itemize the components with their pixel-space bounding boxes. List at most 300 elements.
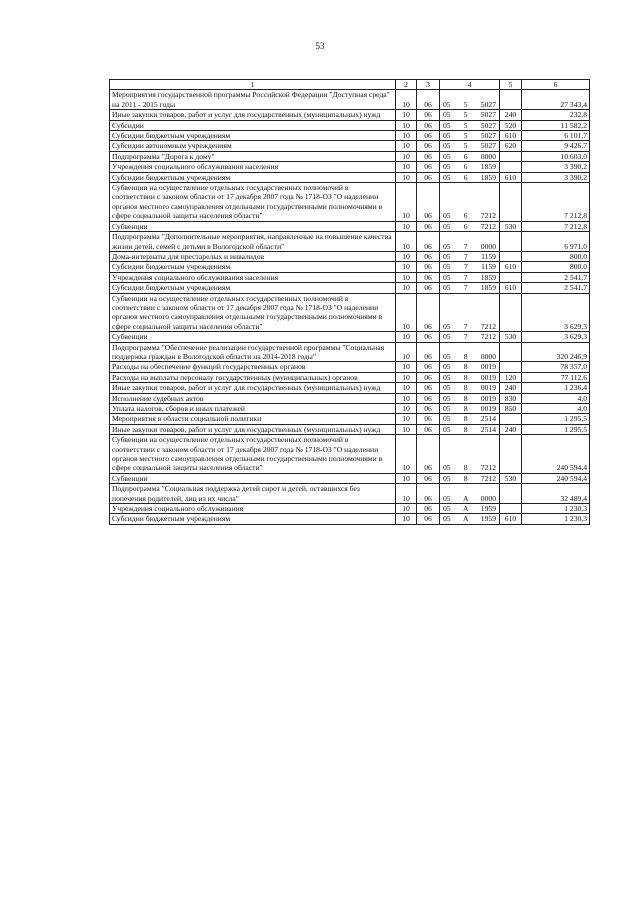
- target-article-subprogram: 8: [463, 372, 468, 382]
- section-code-cell: 10: [396, 424, 417, 434]
- target-article-direction: 1859: [480, 162, 496, 172]
- section-code-cell: 10: [396, 262, 417, 272]
- section-code-cell: 10: [396, 484, 417, 504]
- item-name-cell: Субсидии: [110, 120, 396, 130]
- subsection-code-cell: 06: [417, 404, 440, 414]
- amount-cell: 800,0: [522, 251, 590, 261]
- amount-cell: 240 594,4: [522, 435, 590, 474]
- item-name-cell: Субвенции на осуществление отдельных государственных полномочий в соответствии с законом области от 17 декабря 2007 года № 1718-ОЗ "О наделении органов местного самоуправления отдельными государственными полномочиями в сфере социальной защиты населения области": [110, 293, 396, 332]
- target-article-subprogram: 5: [463, 141, 468, 151]
- target-article-program: 05: [443, 321, 451, 331]
- amount-cell: 3 390,2: [522, 172, 590, 182]
- expense-type-cell: 530: [500, 221, 522, 231]
- section-code-cell: 10: [396, 221, 417, 231]
- target-article-direction: 7212: [480, 211, 496, 221]
- amount-cell: 2 541,7: [522, 283, 590, 293]
- target-article-cell: [440, 293, 500, 332]
- target-article-cell: [440, 362, 500, 372]
- target-article-program: 05: [443, 362, 451, 372]
- target-article-subprogram: 7: [463, 332, 468, 342]
- item-name-cell: Учреждения социального обслуживания: [110, 504, 396, 514]
- section-code-cell: 10: [396, 332, 417, 342]
- section-code-cell: 10: [396, 162, 417, 172]
- target-article-cell: [440, 110, 500, 120]
- item-name-cell: Расходы на обеспечение функций государственных органов: [110, 362, 396, 372]
- target-article-cell: [440, 435, 500, 474]
- target-article-cell: [440, 272, 500, 282]
- expense-type-cell: [500, 342, 522, 362]
- header-cell: 4: [440, 80, 500, 90]
- amount-cell: 2 541,7: [522, 272, 590, 282]
- table-row: [110, 424, 590, 434]
- target-article-subprogram: 8: [463, 473, 468, 483]
- subsection-code-cell: 06: [417, 262, 440, 272]
- expense-type-cell: 120: [500, 372, 522, 382]
- amount-cell: 3 629,3: [522, 332, 590, 342]
- item-name-cell: Субсидии автономным учреждениям: [110, 141, 396, 151]
- table-row: [110, 393, 590, 403]
- target-article-program: 05: [443, 332, 451, 342]
- expense-type-cell: 520: [500, 120, 522, 130]
- target-article-direction: 0000: [480, 493, 496, 503]
- subsection-code-cell: 06: [417, 251, 440, 261]
- target-article-cell: [440, 120, 500, 130]
- target-article-subprogram: 6: [463, 211, 468, 221]
- amount-cell: 1 295,5: [522, 414, 590, 424]
- target-article-cell: [440, 151, 500, 161]
- target-article-program: 05: [443, 211, 451, 221]
- target-article-direction: 1159: [481, 251, 496, 261]
- amount-cell: 4,0: [522, 404, 590, 414]
- target-article-program: 05: [443, 141, 451, 151]
- amount-cell: 27 343,4: [522, 90, 590, 110]
- amount-cell: 3 629,3: [522, 293, 590, 332]
- target-article-direction: 0000: [480, 241, 496, 251]
- target-article-direction: 2514: [480, 414, 496, 424]
- target-article-cell: [440, 514, 500, 524]
- table-row: [110, 484, 590, 504]
- target-article-cell: [440, 172, 500, 182]
- target-article-program: 05: [443, 221, 451, 231]
- subsection-code-cell: 06: [417, 504, 440, 514]
- section-code-cell: 10: [396, 435, 417, 474]
- target-article-subprogram: 8: [463, 404, 468, 413]
- target-article-cell: [440, 342, 500, 362]
- target-article-program: 05: [443, 251, 451, 261]
- target-article-cell: [440, 414, 500, 424]
- table-row: [110, 162, 590, 172]
- target-article-program: 05: [443, 424, 451, 434]
- subsection-code-cell: 06: [417, 162, 440, 172]
- item-name-cell: Субвенции на осуществление отдельных государственных полномочий в соответствии с законом области от 17 декабря 2007 года № 1718-ОЗ "О наделении органов местного самоуправления отдельными государственными полномочиями в сфере социальной защиты населения области": [110, 183, 396, 222]
- item-name-cell: Подпрограмма "Дополнительные мероприятия, направленные на повышение качества жизни детей, семей с детьми в Вологодской области": [110, 232, 396, 252]
- target-article-cell: [440, 332, 500, 342]
- target-article-direction: 1859: [480, 172, 496, 182]
- section-code-cell: 10: [396, 151, 417, 161]
- amount-cell: 7 212,8: [522, 183, 590, 222]
- expense-type-cell: [500, 232, 522, 252]
- table-row: [110, 232, 590, 252]
- target-article-direction: 0019: [480, 383, 496, 393]
- target-article-subprogram: 5: [463, 131, 468, 141]
- table-row: [110, 283, 590, 293]
- target-article-subprogram: 8: [463, 463, 468, 473]
- target-article-direction: 0000: [480, 351, 496, 361]
- target-article-direction: 0019: [480, 362, 496, 372]
- table-row: [110, 131, 590, 141]
- header-cell: 1: [110, 80, 396, 90]
- subsection-code-cell: 06: [417, 221, 440, 231]
- target-article-direction: 1159: [481, 262, 496, 272]
- subsection-code-cell: 06: [417, 484, 440, 504]
- expense-type-cell: [500, 504, 522, 514]
- target-article-cell: [440, 383, 500, 393]
- target-article-subprogram: 7: [463, 272, 468, 282]
- target-article-direction: 7212: [480, 473, 496, 483]
- expense-type-cell: [500, 293, 522, 332]
- expense-type-cell: [500, 162, 522, 172]
- table-row: [110, 90, 590, 110]
- target-article-program: 05: [443, 404, 451, 413]
- target-article-program: 05: [443, 463, 451, 473]
- target-article-program: 05: [443, 504, 451, 514]
- expense-type-cell: [500, 90, 522, 110]
- amount-cell: 6 971,0: [522, 232, 590, 252]
- target-article-subprogram: 5: [463, 99, 468, 109]
- item-name-cell: Расходы на выплаты персоналу государственных (муниципальных) органов: [110, 372, 396, 382]
- target-article-subprogram: А: [462, 504, 469, 514]
- expense-type-cell: 610: [500, 283, 522, 293]
- target-article-direction: 5027: [480, 110, 496, 120]
- table-row: [110, 435, 590, 474]
- target-article-program: 05: [443, 131, 451, 141]
- item-name-cell: Уплата налогов, сборов и иных платежей: [110, 404, 396, 414]
- target-article-direction: 5027: [480, 131, 496, 141]
- target-article-subprogram: 6: [463, 162, 468, 172]
- table-row: [110, 362, 590, 372]
- expense-type-cell: [500, 484, 522, 504]
- target-article-program: 05: [443, 162, 451, 172]
- item-name-cell: Субвенции: [110, 473, 396, 483]
- item-name-cell: Субсидии бюджетным учреждениям: [110, 262, 396, 272]
- item-name-cell: Иные закупки товаров, работ и услуг для государственных (муниципальных) нужд: [110, 424, 396, 434]
- section-code-cell: 10: [396, 404, 417, 414]
- table-row: [110, 141, 590, 151]
- section-code-cell: 10: [396, 110, 417, 120]
- expense-type-cell: 620: [500, 141, 522, 151]
- subsection-code-cell: 06: [417, 120, 440, 130]
- item-name-cell: Подпрограмма "Дорога к дому": [110, 151, 396, 161]
- target-article-direction: 2514: [480, 424, 496, 434]
- amount-cell: 78 357,0: [522, 362, 590, 372]
- target-article-subprogram: 8: [463, 393, 468, 403]
- table-row: [110, 120, 590, 130]
- amount-cell: 1 230,3: [522, 514, 590, 524]
- table-row: [110, 272, 590, 282]
- amount-cell: 32 489,4: [522, 484, 590, 504]
- table-row: [110, 183, 590, 222]
- target-article-subprogram: 8: [463, 383, 468, 393]
- target-article-direction: 7212: [480, 321, 496, 331]
- table-row: [110, 332, 590, 342]
- target-article-subprogram: 7: [463, 321, 468, 331]
- amount-cell: 10 603,0: [522, 151, 590, 161]
- item-name-cell: Субвенции: [110, 332, 396, 342]
- table-row: [110, 151, 590, 161]
- target-article-program: 05: [443, 493, 451, 503]
- item-name-cell: Мероприятия в области социальной политики: [110, 414, 396, 424]
- subsection-code-cell: 06: [417, 293, 440, 332]
- target-article-cell: [440, 141, 500, 151]
- target-article-subprogram: 8: [463, 424, 468, 434]
- expense-type-cell: 830: [500, 393, 522, 403]
- item-name-cell: Субсидии бюджетным учреждениям: [110, 283, 396, 293]
- header-cell: 2: [396, 80, 417, 90]
- table-row: [110, 110, 590, 120]
- section-code-cell: 10: [396, 372, 417, 382]
- expense-type-cell: [500, 251, 522, 261]
- subsection-code-cell: 06: [417, 424, 440, 434]
- amount-cell: 1 236,4: [522, 383, 590, 393]
- subsection-code-cell: 06: [417, 435, 440, 474]
- amount-cell: 11 582,2: [522, 120, 590, 130]
- target-article-direction: 0019: [480, 393, 496, 403]
- amount-cell: 232,8: [522, 110, 590, 120]
- table-row: [110, 251, 590, 261]
- target-article-subprogram: 6: [463, 221, 468, 231]
- subsection-code-cell: 06: [417, 183, 440, 222]
- table-row: [110, 342, 590, 362]
- expense-type-cell: 240: [500, 110, 522, 120]
- target-article-direction: 7212: [480, 221, 496, 231]
- target-article-program: 05: [443, 262, 451, 272]
- section-code-cell: 10: [396, 131, 417, 141]
- amount-cell: 77 112,6: [522, 372, 590, 382]
- target-article-cell: [440, 283, 500, 293]
- table-row: [110, 514, 590, 524]
- item-name-cell: Дома-интернаты для престарелых и инвалидов: [110, 251, 396, 261]
- expense-type-cell: [500, 435, 522, 474]
- section-code-cell: 10: [396, 514, 417, 524]
- subsection-code-cell: 06: [417, 332, 440, 342]
- item-name-cell: Подпрограмма "Социальная поддержка детей сирот и детей, оставшихся без попечения родителей, лиц из их числа": [110, 484, 396, 504]
- target-article-direction: 5027: [480, 99, 496, 109]
- item-name-cell: Субсидии бюджетным учреждениям: [110, 172, 396, 182]
- section-code-cell: 10: [396, 251, 417, 261]
- amount-cell: 800,0: [522, 262, 590, 272]
- section-code-cell: 10: [396, 414, 417, 424]
- amount-cell: 7 212,8: [522, 221, 590, 231]
- section-code-cell: 10: [396, 172, 417, 182]
- header-cell: 5: [500, 80, 522, 90]
- table-row: [110, 504, 590, 514]
- target-article-program: 05: [443, 283, 451, 293]
- item-name-cell: Субвенции на осуществление отдельных государственных полномочий в соответствии с законом области от 17 декабря 2007 года № 1718-ОЗ "О наделении органов местного самоуправления отдельными государственными полномочиями в сфере социальной защиты населения области": [110, 435, 396, 474]
- target-article-cell: [440, 90, 500, 110]
- section-code-cell: 10: [396, 473, 417, 483]
- subsection-code-cell: 06: [417, 110, 440, 120]
- target-article-program: 05: [443, 172, 451, 182]
- target-article-subprogram: 7: [463, 251, 468, 261]
- amount-cell: 6 101,7: [522, 131, 590, 141]
- target-article-direction: 0019: [480, 404, 496, 413]
- section-code-cell: 10: [396, 393, 417, 403]
- target-article-direction: 1859: [480, 283, 496, 293]
- table-header-row: [110, 80, 590, 90]
- target-article-direction: 7212: [480, 332, 496, 342]
- subsection-code-cell: 06: [417, 151, 440, 161]
- section-code-cell: 10: [396, 383, 417, 393]
- subsection-code-cell: 06: [417, 283, 440, 293]
- section-code-cell: 10: [396, 293, 417, 332]
- target-article-cell: [440, 393, 500, 403]
- target-article-direction: 0019: [480, 372, 496, 382]
- target-article-subprogram: 6: [463, 151, 468, 161]
- subsection-code-cell: 06: [417, 473, 440, 483]
- target-article-cell: [440, 473, 500, 483]
- target-article-cell: [440, 162, 500, 172]
- expense-type-cell: 240: [500, 383, 522, 393]
- expense-type-cell: 240: [500, 424, 522, 434]
- expense-type-cell: 530: [500, 473, 522, 483]
- expense-type-cell: 530: [500, 332, 522, 342]
- target-article-program: 05: [443, 372, 451, 382]
- target-article-cell: [440, 131, 500, 141]
- section-code-cell: 10: [396, 120, 417, 130]
- amount-cell: 1 230,3: [522, 504, 590, 514]
- target-article-direction: 1959: [480, 504, 496, 514]
- item-name-cell: Исполнение судебных актов: [110, 393, 396, 403]
- target-article-cell: [440, 504, 500, 514]
- section-code-cell: 10: [396, 141, 417, 151]
- subsection-code-cell: 06: [417, 342, 440, 362]
- table-row: [110, 172, 590, 182]
- section-code-cell: 10: [396, 272, 417, 282]
- item-name-cell: Мероприятия государственной программы Российской Федерации "Доступная среда" на 2011 - 2015 годы: [110, 90, 396, 110]
- item-name-cell: Иные закупки товаров, работ и услуг для государственных (муниципальных) нужд: [110, 383, 396, 393]
- table-row: [110, 372, 590, 382]
- target-article-program: 05: [443, 241, 451, 251]
- subsection-code-cell: 06: [417, 414, 440, 424]
- subsection-code-cell: 06: [417, 372, 440, 382]
- target-article-subprogram: 5: [463, 110, 468, 120]
- table-row: [110, 262, 590, 272]
- table-row: [110, 221, 590, 231]
- target-article-cell: [440, 183, 500, 222]
- table-row: [110, 473, 590, 483]
- target-article-cell: [440, 221, 500, 231]
- target-article-subprogram: 8: [463, 414, 468, 424]
- amount-cell: 9 426,7: [522, 141, 590, 151]
- subsection-code-cell: 06: [417, 362, 440, 372]
- expense-type-cell: [500, 414, 522, 424]
- target-article-program: 05: [443, 473, 451, 483]
- target-article-cell: [440, 424, 500, 434]
- target-article-direction: 0000: [480, 151, 496, 161]
- item-name-cell: Учреждения социального обслуживания населения: [110, 162, 396, 172]
- target-article-cell: [440, 404, 500, 414]
- target-article-program: 05: [443, 383, 451, 393]
- target-article-subprogram: 8: [463, 351, 468, 361]
- section-code-cell: 10: [396, 183, 417, 222]
- expense-type-cell: 610: [500, 262, 522, 272]
- amount-cell: 3 390,2: [522, 162, 590, 172]
- table-row: [110, 293, 590, 332]
- expense-type-cell: 610: [500, 131, 522, 141]
- subsection-code-cell: 06: [417, 393, 440, 403]
- target-article-program: 05: [443, 514, 451, 524]
- target-article-program: 05: [443, 393, 451, 403]
- section-code-cell: 10: [396, 90, 417, 110]
- target-article-direction: 1959: [480, 514, 496, 524]
- section-code-cell: 10: [396, 362, 417, 372]
- target-article-program: 05: [443, 110, 451, 120]
- target-article-subprogram: 7: [463, 283, 468, 293]
- target-article-cell: [440, 484, 500, 504]
- target-article-cell: [440, 372, 500, 382]
- target-article-direction: 5027: [480, 120, 496, 130]
- target-article-direction: 5027: [480, 141, 496, 151]
- target-article-cell: [440, 262, 500, 272]
- item-name-cell: Учреждения социального обслуживания населения: [110, 272, 396, 282]
- subsection-code-cell: 06: [417, 272, 440, 282]
- table-row: [110, 414, 590, 424]
- expense-type-cell: 850: [500, 404, 522, 414]
- target-article-subprogram: А: [462, 493, 469, 503]
- section-code-cell: 10: [396, 504, 417, 514]
- item-name-cell: Субсидии бюджетным учреждениям: [110, 514, 396, 524]
- table-row: [110, 404, 590, 414]
- amount-cell: 4,0: [522, 393, 590, 403]
- section-code-cell: 10: [396, 283, 417, 293]
- target-article-program: 05: [443, 351, 451, 361]
- section-code-cell: 10: [396, 232, 417, 252]
- subsection-code-cell: 06: [417, 514, 440, 524]
- page-number: 53: [315, 41, 325, 51]
- target-article-cell: [440, 251, 500, 261]
- target-article-subprogram: 7: [463, 241, 468, 251]
- subsection-code-cell: 06: [417, 232, 440, 252]
- target-article-subprogram: 7: [463, 262, 468, 272]
- expense-type-cell: [500, 183, 522, 222]
- amount-cell: 320 246,9: [522, 342, 590, 362]
- subsection-code-cell: 06: [417, 90, 440, 110]
- target-article-cell: [440, 232, 500, 252]
- budget-table: [109, 79, 590, 525]
- item-name-cell: Подпрограмма "Обеспечение реализации государственной программы "Социальная поддержка граждан в Вологодской области на 2014-2018 годы": [110, 342, 396, 362]
- target-article-program: 05: [443, 414, 451, 424]
- expense-type-cell: [500, 151, 522, 161]
- target-article-subprogram: А: [462, 514, 469, 524]
- expense-type-cell: [500, 272, 522, 282]
- target-article-program: 05: [443, 99, 451, 109]
- amount-cell: 240 594,4: [522, 473, 590, 483]
- target-article-subprogram: 6: [463, 172, 468, 182]
- amount-cell: 1 295,5: [522, 424, 590, 434]
- header-cell: 3: [417, 80, 440, 90]
- target-article-direction: 1859: [480, 272, 496, 282]
- item-name-cell: Субвенции: [110, 221, 396, 231]
- target-article-program: 05: [443, 272, 451, 282]
- section-code-cell: 10: [396, 342, 417, 362]
- subsection-code-cell: 06: [417, 141, 440, 151]
- expense-type-cell: 610: [500, 172, 522, 182]
- item-name-cell: Субсидии бюджетным учреждениям: [110, 131, 396, 141]
- subsection-code-cell: 06: [417, 383, 440, 393]
- target-article-subprogram: 5: [463, 120, 468, 130]
- target-article-direction: 7212: [480, 463, 496, 473]
- item-name-cell: Иные закупки товаров, работ и услуг для государственных (муниципальных) нужд: [110, 110, 396, 120]
